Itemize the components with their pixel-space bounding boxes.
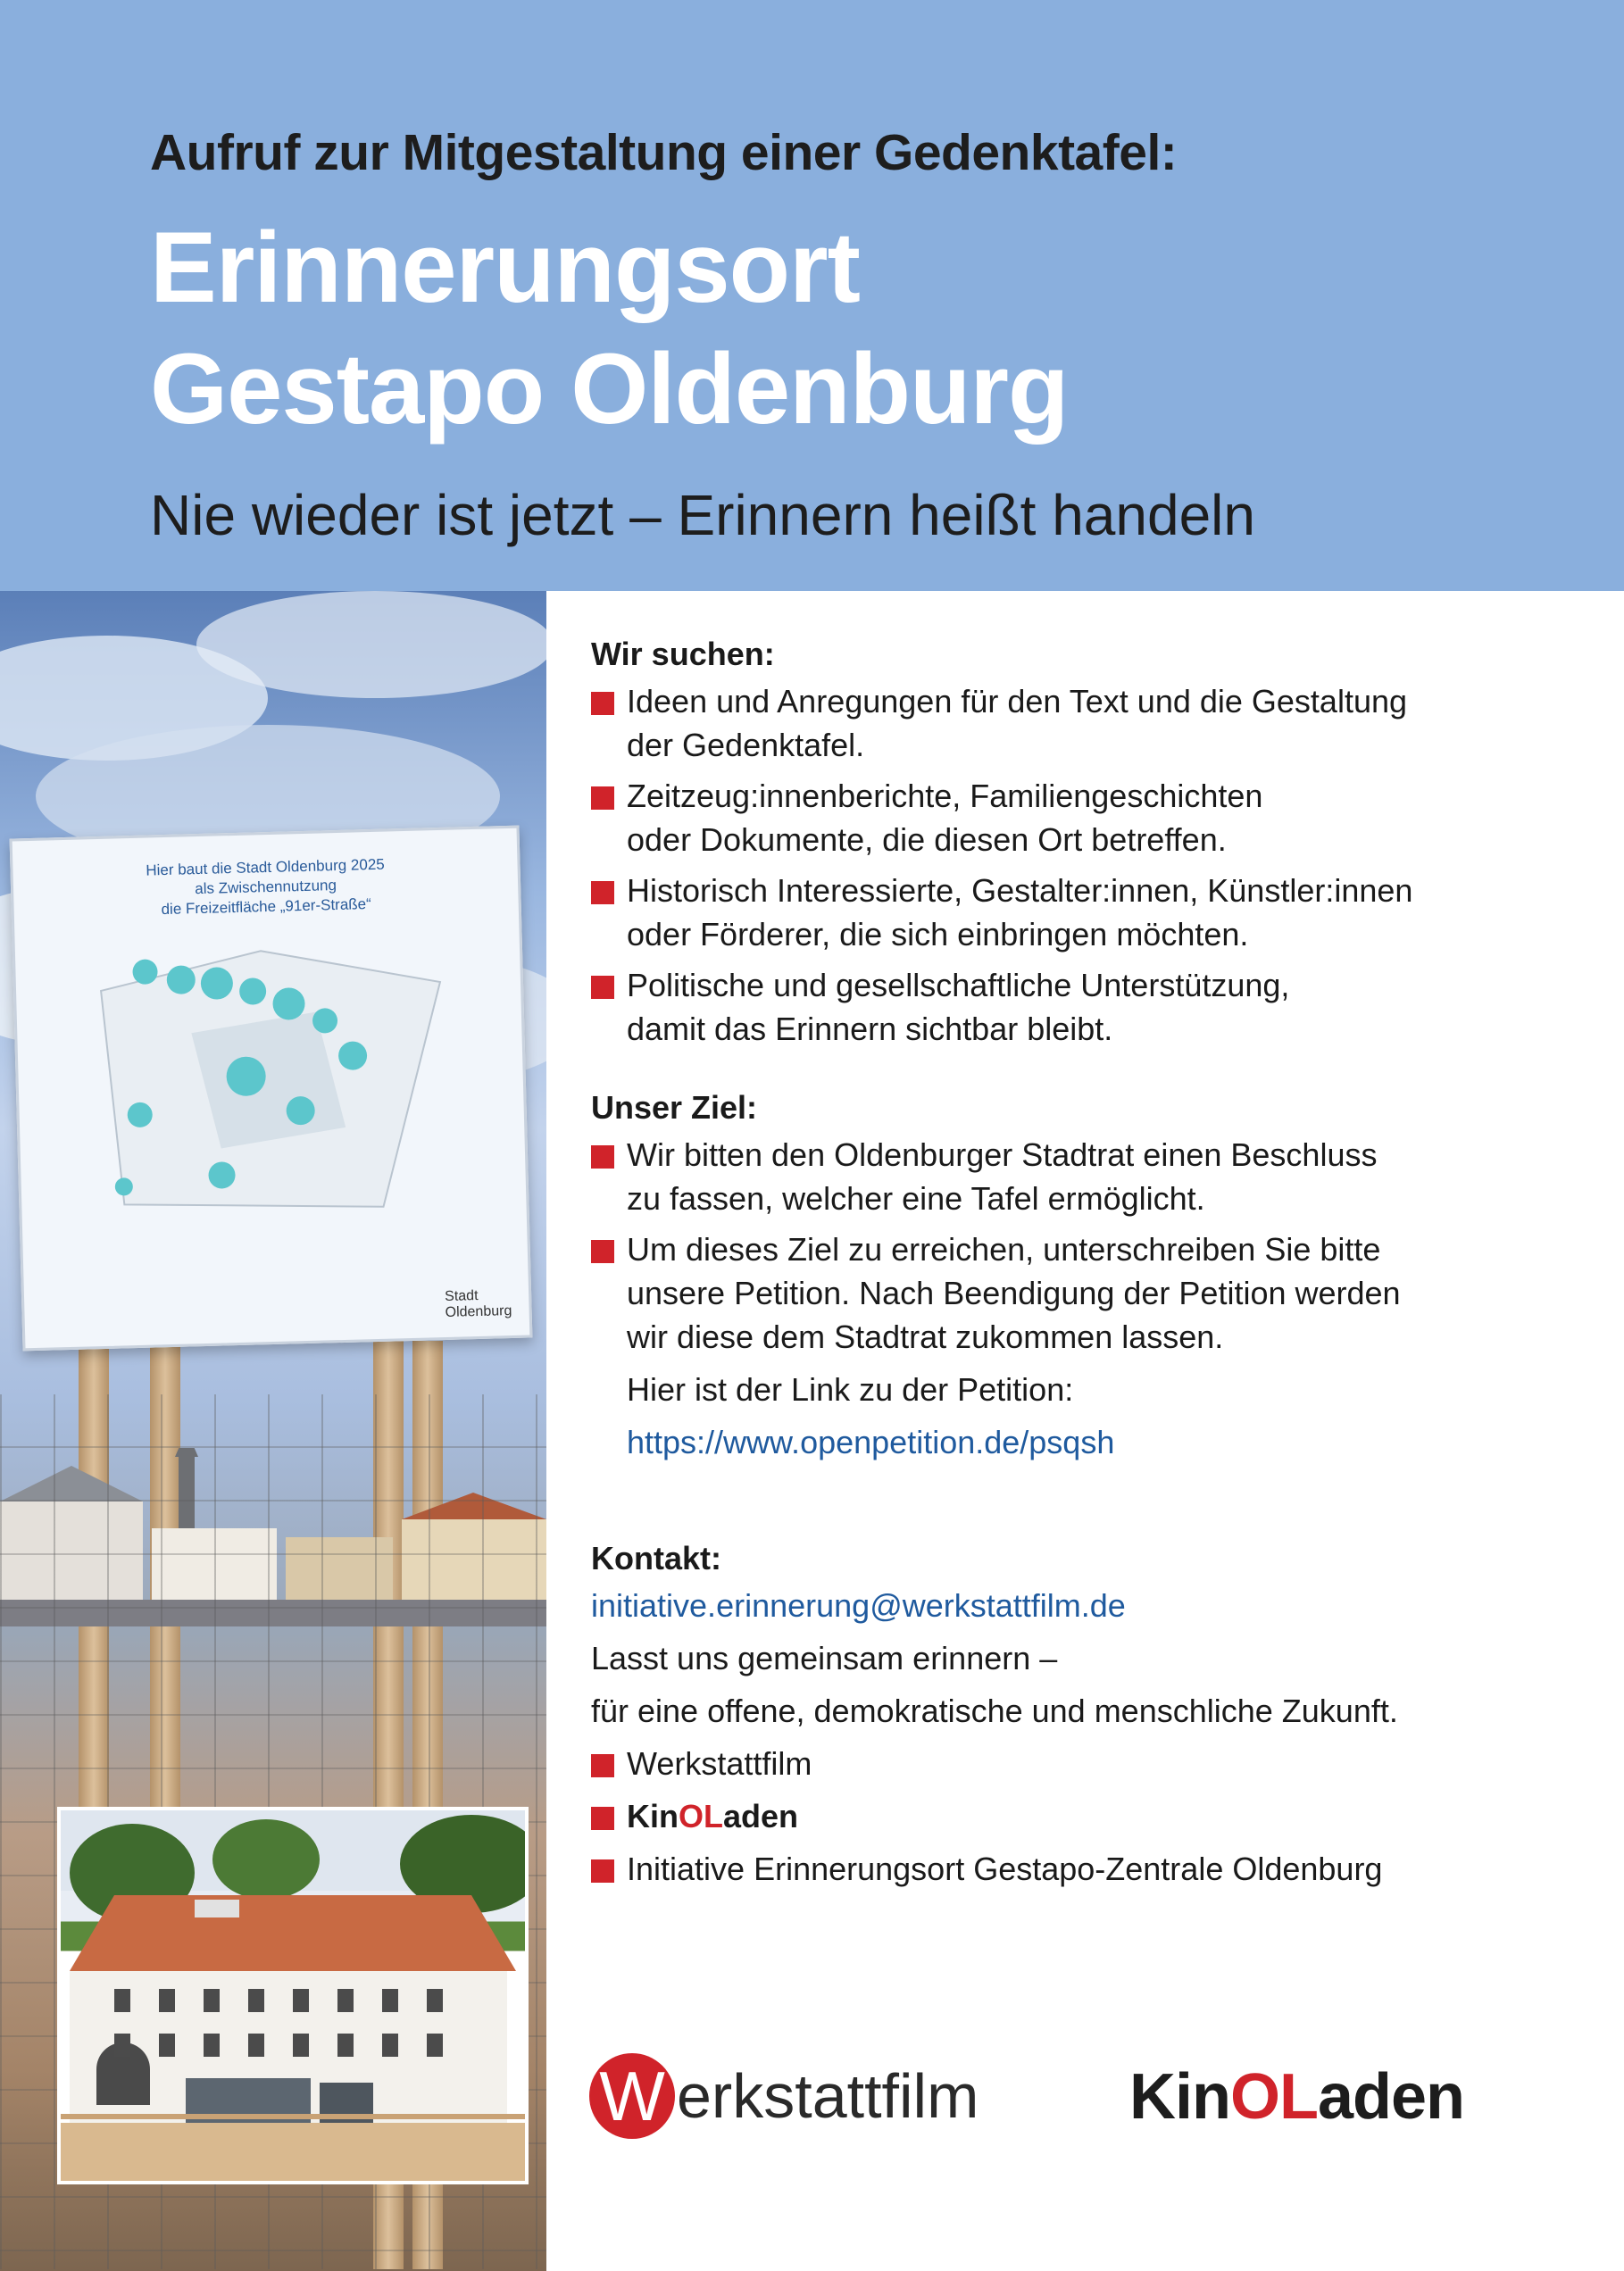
gestapo-building-illustration bbox=[61, 1810, 525, 2181]
header-kicker: Aufruf zur Mitgestaltung einer Gedenktafel: bbox=[150, 124, 1178, 181]
list-item-line: oder Förderer, die sich einbringen möchten. bbox=[627, 916, 1249, 952]
construction-sign bbox=[10, 826, 533, 1352]
unser-ziel-heading: Unser Ziel: bbox=[591, 1089, 758, 1126]
kontakt-heading: Kontakt: bbox=[591, 1540, 721, 1576]
list-item-line: Wir bitten den Oldenburger Stadtrat einen Beschluss bbox=[627, 1136, 1378, 1173]
list-item bbox=[591, 963, 1582, 1051]
header-subtitle: Nie wieder ist jetzt – Erinnern heißt handeln bbox=[150, 483, 1255, 547]
red-square-bullet-icon bbox=[591, 786, 614, 810]
list-item bbox=[591, 1227, 1582, 1464]
footer-logos bbox=[589, 2053, 1589, 2160]
title-line-2: Gestapo Oldenburg bbox=[150, 333, 1069, 445]
list-item-line: damit das Erinnern sichtbar bleibt. bbox=[627, 1011, 1113, 1047]
closing-line-1: Lasst uns gemeinsam erinnern – bbox=[591, 1640, 1058, 1676]
org-label: Werkstattfilm bbox=[627, 1745, 812, 1782]
werkstattfilm-logo-initial: W bbox=[589, 2053, 675, 2139]
red-square-bullet-icon bbox=[591, 1145, 614, 1169]
kinoladen-logo bbox=[1129, 2060, 1464, 2134]
park-plan-map bbox=[82, 928, 464, 1232]
list-item-line: wir diese dem Stadtrat zukommen lassen. bbox=[627, 1319, 1224, 1355]
petition-link-intro: Hier ist der Link zu der Petition: bbox=[627, 1371, 1074, 1408]
list-item-line: der Gedenktafel. bbox=[627, 727, 865, 763]
list-item-line: Um dieses Ziel zu erreichen, unterschreiben Sie bitte bbox=[627, 1231, 1381, 1268]
red-square-bullet-icon bbox=[591, 1754, 614, 1777]
org-item-werkstattfilm bbox=[591, 1742, 1582, 1785]
contact-email-link[interactable]: initiative.erinnerung@werkstattfilm.de bbox=[591, 1587, 1126, 1624]
building-inset-photo bbox=[57, 1807, 529, 2184]
red-square-bullet-icon bbox=[591, 1240, 614, 1263]
title-line-1: Erinnerungsort bbox=[150, 212, 860, 323]
header-title bbox=[150, 207, 1068, 450]
org-label-part-red: OL bbox=[679, 1798, 723, 1834]
list-item bbox=[591, 869, 1582, 956]
sign-title-line-3: die Freizeitfläche „91er-Straße“ bbox=[161, 894, 372, 919]
list-item bbox=[591, 774, 1582, 861]
red-square-bullet-icon bbox=[591, 881, 614, 904]
closing-line-2: für eine offene, demokratische und menschliche Zukunft. bbox=[591, 1693, 1398, 1729]
org-item-kinoladen bbox=[591, 1794, 1582, 1838]
org-label-part: Kin bbox=[627, 1798, 679, 1834]
sign-title-line-2: als Zwischennutzung bbox=[194, 877, 337, 898]
list-item bbox=[591, 1133, 1582, 1220]
sign-title-line-1: Hier baut die Stadt Oldenburg 2025 bbox=[146, 855, 385, 879]
werkstattfilm-logo-text: erkstattfilm bbox=[677, 2061, 979, 2131]
main-content bbox=[591, 629, 1582, 1898]
red-square-bullet-icon bbox=[591, 692, 614, 715]
list-item-line: Ideen und Anregungen für den Text und die Gestaltung bbox=[627, 683, 1408, 720]
red-square-bullet-icon bbox=[591, 976, 614, 999]
kinoladen-logo-part: Kin bbox=[1129, 2061, 1230, 2133]
werkstattfilm-logo bbox=[589, 2053, 979, 2139]
org-label-part: aden bbox=[723, 1798, 799, 1834]
red-square-bullet-icon bbox=[591, 1807, 614, 1830]
petition-link[interactable]: https://www.openpetition.de/psqsh bbox=[627, 1424, 1115, 1460]
construction-site-photo bbox=[0, 591, 546, 2271]
sign-city-logo: Stadt Oldenburg bbox=[444, 1288, 512, 1320]
list-item-line: oder Dokumente, die diesen Ort betreffen. bbox=[627, 821, 1227, 858]
kinoladen-logo-part-red: OL bbox=[1229, 2061, 1318, 2133]
list-item-line: Politische und gesellschaftliche Unterstützung, bbox=[627, 967, 1290, 1003]
list-item bbox=[591, 679, 1582, 767]
list-item-line: Historisch Interessierte, Gestalter:innen, Künstler:innen bbox=[627, 872, 1413, 909]
org-label: Initiative Erinnerungsort Gestapo-Zentrale Oldenburg bbox=[627, 1851, 1383, 1887]
kinoladen-logo-part: aden bbox=[1317, 2061, 1465, 2133]
list-item-line: unsere Petition. Nach Beendigung der Petition werden bbox=[627, 1275, 1401, 1311]
list-item-line: zu fassen, welcher eine Tafel ermöglicht. bbox=[627, 1180, 1205, 1217]
header-banner bbox=[0, 0, 1624, 591]
wir-suchen-heading: Wir suchen: bbox=[591, 636, 775, 672]
sign-title bbox=[12, 852, 519, 924]
org-item-initiative bbox=[591, 1847, 1582, 1891]
red-square-bullet-icon bbox=[591, 1859, 614, 1883]
list-item-line: Zeitzeug:innenberichte, Familiengeschichten bbox=[627, 778, 1263, 814]
